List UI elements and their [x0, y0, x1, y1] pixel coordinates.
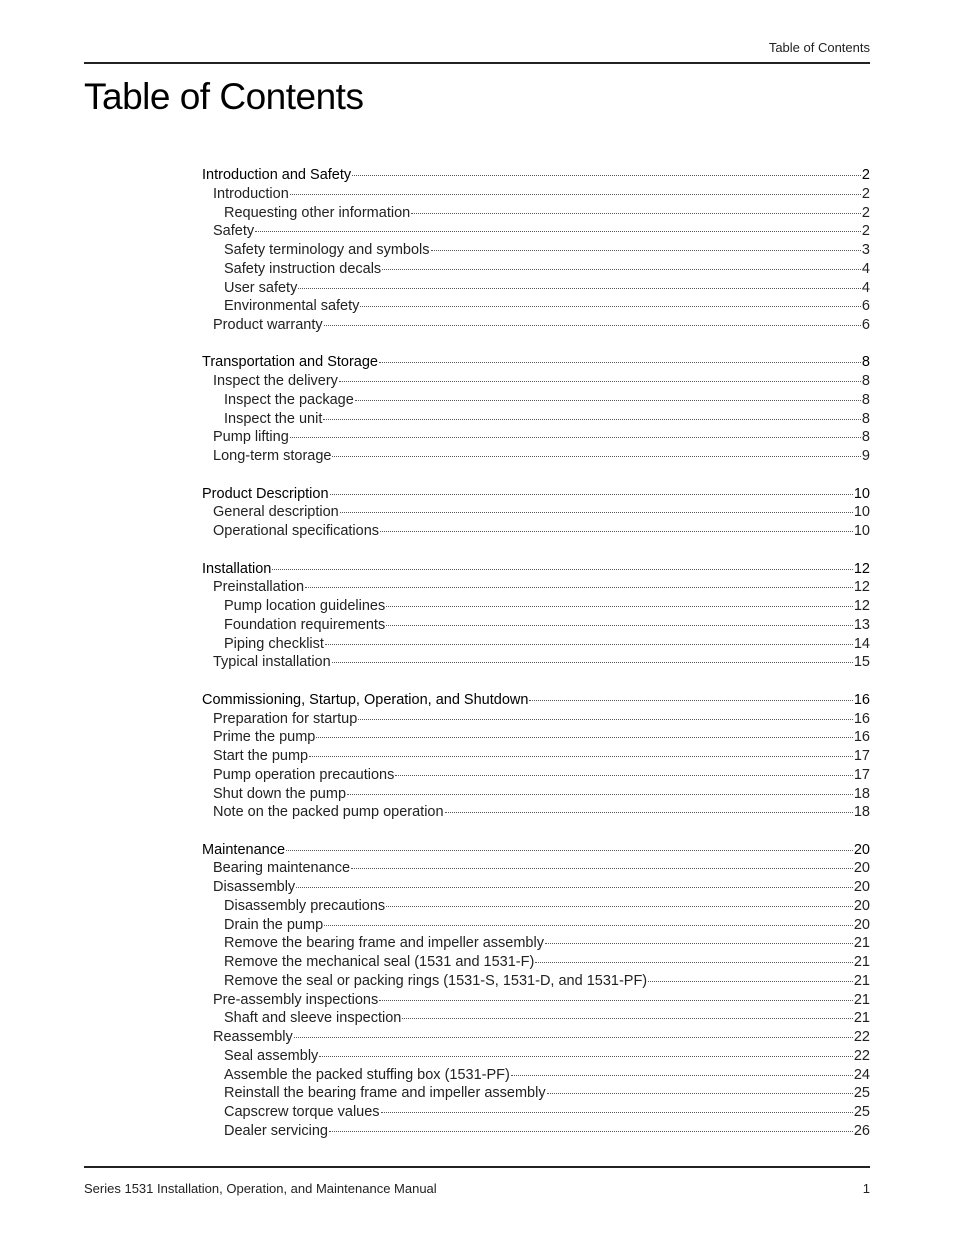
toc-entry[interactable]	[202, 410, 870, 429]
dot-leader	[325, 644, 853, 645]
dot-leader	[298, 288, 861, 289]
dot-leader	[511, 1075, 853, 1076]
toc-entry-label: Remove the bearing frame and impeller assembly	[224, 935, 544, 952]
toc-entry-label: Maintenance	[202, 841, 286, 858]
toc-entry[interactable]	[202, 1122, 870, 1141]
toc-entry-label: Disassembly precautions	[224, 897, 386, 914]
dot-leader	[351, 868, 853, 869]
toc-entry-page: 25	[853, 1104, 870, 1121]
toc-entry-label: Safety instruction decals	[224, 260, 382, 277]
toc-entry-label: Inspect the package	[224, 391, 354, 408]
dot-leader	[648, 981, 853, 982]
dot-leader	[294, 1037, 853, 1038]
dot-leader	[339, 381, 861, 382]
toc-entry-label: Product warranty	[213, 317, 323, 333]
dot-leader	[386, 606, 853, 607]
toc-entry-page: 13	[853, 616, 870, 633]
dot-leader	[529, 700, 852, 701]
toc-entry-page: 20	[853, 916, 870, 933]
toc-entry-page: 18	[853, 785, 870, 802]
toc-entry-page: 16	[853, 691, 870, 708]
toc-entry-label: Installation	[202, 560, 272, 577]
toc-entry[interactable]	[202, 578, 870, 597]
toc-entry[interactable]	[202, 728, 870, 747]
dot-leader	[330, 494, 853, 495]
toc-entry[interactable]	[202, 597, 870, 616]
toc-entry-label: Typical installation	[213, 654, 331, 671]
toc-entry[interactable]	[202, 1047, 870, 1066]
dot-leader	[290, 437, 861, 438]
toc-entry[interactable]	[202, 297, 870, 316]
toc-entry[interactable]	[202, 916, 870, 935]
toc-entry-label: Operational specifications	[213, 523, 380, 540]
toc-entry-page: 20	[853, 860, 870, 877]
dot-leader	[395, 775, 852, 776]
toc-entry[interactable]	[202, 428, 870, 447]
dot-leader	[316, 737, 853, 738]
toc-entry[interactable]	[202, 279, 870, 298]
toc-section	[202, 841, 870, 1141]
toc-entry[interactable]	[202, 991, 870, 1010]
toc-entry-page: 24	[853, 1066, 870, 1083]
toc-entry-label: Reassembly	[213, 1029, 293, 1046]
toc-entry-page: 14	[853, 635, 870, 652]
toc-entry-page: 22	[853, 1047, 870, 1064]
toc-entry-page: 4	[861, 260, 870, 277]
toc-entry[interactable]	[202, 897, 870, 916]
dot-leader	[324, 325, 861, 326]
dot-leader	[290, 194, 861, 195]
toc-section	[202, 560, 870, 673]
toc-entry-page: 6	[861, 298, 870, 315]
dot-leader	[379, 362, 861, 363]
toc-entry-label: Inspect the delivery	[213, 373, 338, 390]
toc-entry-page: 17	[853, 766, 870, 783]
toc-entry[interactable]	[202, 710, 870, 729]
toc-entry-label: Dealer servicing	[224, 1122, 328, 1139]
toc-entry-label: Remove the seal or packing rings (1531-S, 1531-D, and 1531-PF)	[224, 972, 648, 989]
dot-leader	[382, 269, 861, 270]
toc-entry[interactable]	[202, 803, 870, 822]
dot-leader	[324, 925, 853, 926]
dot-leader	[309, 756, 853, 757]
toc-entry-label: Capscrew torque values	[224, 1104, 380, 1121]
toc-entry-page: 2	[861, 223, 870, 240]
toc-entry[interactable]	[202, 766, 870, 785]
toc-entry[interactable]	[202, 503, 870, 522]
toc-entry-page: 2	[861, 204, 870, 221]
dot-leader	[386, 906, 853, 907]
table-of-contents	[202, 166, 870, 1159]
toc-entry[interactable]	[202, 391, 870, 410]
dot-leader	[355, 400, 861, 401]
toc-entry-label: Assemble the packed stuffing box (1531-PF)	[224, 1066, 510, 1083]
toc-entry[interactable]	[202, 1066, 870, 1085]
dot-leader	[323, 419, 861, 420]
toc-entry-page: 2	[861, 185, 870, 202]
toc-entry[interactable]	[202, 1009, 870, 1028]
dot-leader	[255, 231, 861, 232]
toc-entry-page: 25	[853, 1085, 870, 1102]
toc-section	[202, 691, 870, 822]
toc-entry[interactable]	[202, 185, 870, 204]
toc-entry-label: Product Description	[202, 485, 329, 502]
toc-entry[interactable]	[202, 522, 870, 541]
toc-entry-label: Bearing maintenance	[213, 860, 351, 877]
toc-entry-label: Drain the pump	[224, 916, 324, 933]
toc-entry-page: 21	[853, 1010, 870, 1027]
toc-entry-label: Shut down the pump	[213, 785, 347, 802]
toc-entry-label: General description	[213, 504, 339, 521]
dot-leader	[347, 794, 853, 795]
toc-entry[interactable]	[202, 653, 870, 672]
dot-leader	[360, 306, 861, 307]
toc-chapter-entry[interactable]	[202, 166, 870, 185]
toc-entry-page: 10	[853, 523, 870, 540]
toc-entry-label: Preparation for startup	[213, 710, 358, 727]
toc-entry-page: 9	[861, 448, 870, 465]
toc-entry[interactable]	[202, 747, 870, 766]
toc-entry-label: Safety terminology and symbols	[224, 242, 430, 258]
dot-leader	[386, 625, 853, 626]
toc-entry-page: 10	[853, 504, 870, 521]
toc-entry-page: 20	[853, 897, 870, 914]
toc-entry[interactable]	[202, 934, 870, 953]
toc-entry-page: 12	[853, 560, 870, 577]
toc-entry[interactable]	[202, 260, 870, 279]
toc-entry[interactable]	[202, 1103, 870, 1122]
toc-entry[interactable]	[202, 953, 870, 972]
toc-entry-page: 21	[853, 972, 870, 989]
toc-chapter-entry[interactable]	[202, 841, 870, 860]
toc-entry[interactable]	[202, 447, 870, 466]
toc-entry[interactable]	[202, 972, 870, 991]
dot-leader	[547, 1093, 853, 1094]
toc-entry-page: 8	[861, 354, 870, 371]
dot-leader	[380, 531, 853, 532]
dot-leader	[379, 1000, 853, 1001]
toc-entry-label: Pre-assembly inspections	[213, 991, 379, 1008]
toc-entry-page: 21	[853, 991, 870, 1008]
toc-entry-label: Pump lifting	[213, 429, 289, 446]
page-title: Table of Contents	[84, 76, 364, 117]
dot-leader	[332, 662, 853, 663]
toc-entry[interactable]	[202, 316, 870, 335]
toc-entry-page: 15	[853, 654, 870, 671]
toc-entry-label: Introduction and Safety	[202, 167, 352, 183]
dot-leader	[402, 1018, 853, 1019]
dot-leader	[352, 175, 861, 176]
toc-entry-label: Piping checklist	[224, 635, 324, 652]
toc-entry-label: Reinstall the bearing frame and impeller assembly	[224, 1085, 546, 1102]
dot-leader	[535, 962, 853, 963]
toc-entry-label: Transportation and Storage	[202, 354, 378, 371]
toc-entry[interactable]	[202, 241, 870, 260]
footer-page-number: 1	[862, 1181, 870, 1196]
toc-entry[interactable]	[202, 222, 870, 241]
toc-entry-label: Seal assembly	[224, 1047, 319, 1064]
dot-leader	[431, 250, 861, 251]
toc-entry-label: Pump location guidelines	[224, 598, 386, 615]
toc-entry-label: Disassembly	[213, 879, 296, 896]
toc-entry-label: User safety	[224, 279, 298, 296]
toc-entry-page: 4	[861, 279, 870, 296]
toc-entry-page: 26	[853, 1122, 870, 1139]
toc-section	[202, 485, 870, 541]
toc-entry-label: Pump operation precautions	[213, 766, 395, 783]
toc-entry[interactable]	[202, 204, 870, 223]
toc-chapter-entry[interactable]	[202, 353, 870, 372]
toc-entry-label: Start the pump	[213, 748, 309, 764]
toc-entry-label: Introduction	[213, 185, 289, 202]
toc-entry-label: Foundation requirements	[224, 616, 386, 633]
dot-leader	[329, 1131, 853, 1132]
dot-leader	[340, 512, 853, 513]
toc-entry-page: 8	[861, 410, 870, 427]
toc-entry-label: Preinstallation	[213, 579, 305, 596]
toc-entry-page: 18	[853, 804, 870, 821]
toc-entry-label: Remove the mechanical seal (1531 and 1531-F)	[224, 954, 535, 971]
toc-entry-label: Environmental safety	[224, 298, 360, 315]
dot-leader	[332, 456, 860, 457]
toc-entry-page: 10	[853, 485, 870, 502]
toc-entry[interactable]	[202, 785, 870, 804]
dot-leader	[305, 587, 853, 588]
toc-entry-page: 20	[853, 879, 870, 896]
toc-entry-label: Inspect the unit	[224, 410, 323, 427]
toc-entry-page: 20	[853, 841, 870, 858]
toc-entry-page: 3	[861, 242, 870, 258]
toc-entry-page: 8	[861, 391, 870, 408]
toc-entry-page: 12	[853, 579, 870, 596]
toc-entry-page: 12	[853, 598, 870, 615]
dot-leader	[411, 213, 861, 214]
toc-entry-label: Requesting other information	[224, 204, 411, 221]
toc-entry-page: 2	[861, 167, 870, 183]
dot-leader	[296, 887, 853, 888]
dot-leader	[286, 850, 853, 851]
toc-entry-page: 8	[861, 429, 870, 446]
toc-section	[202, 353, 870, 466]
toc-entry-label: Safety	[213, 223, 255, 240]
toc-entry[interactable]	[202, 1028, 870, 1047]
toc-entry[interactable]	[202, 859, 870, 878]
toc-entry-page: 22	[853, 1029, 870, 1046]
footer-rule	[84, 1166, 870, 1168]
toc-entry[interactable]	[202, 635, 870, 654]
toc-entry[interactable]	[202, 878, 870, 897]
toc-entry-page: 6	[861, 317, 870, 333]
toc-entry-label: Shaft and sleeve inspection	[224, 1010, 402, 1027]
dot-leader	[319, 1056, 853, 1057]
toc-entry-page: 16	[853, 710, 870, 727]
toc-entry[interactable]	[202, 1084, 870, 1103]
toc-entry[interactable]	[202, 372, 870, 391]
toc-entry-page: 17	[853, 748, 870, 764]
toc-entry-label: Prime the pump	[213, 729, 316, 746]
toc-entry-page: 21	[853, 954, 870, 971]
footer-document-title: Series 1531 Installation, Operation, and Maintenance Manual	[84, 1181, 437, 1196]
toc-section	[202, 166, 870, 335]
toc-entry-page: 16	[853, 729, 870, 746]
toc-entry-page: 21	[853, 935, 870, 952]
dot-leader	[381, 1112, 853, 1113]
toc-chapter-entry[interactable]	[202, 560, 870, 579]
toc-entry[interactable]	[202, 616, 870, 635]
dot-leader	[445, 812, 853, 813]
toc-entry-label: Note on the packed pump operation	[213, 804, 444, 821]
dot-leader	[358, 719, 853, 720]
dot-leader	[272, 569, 853, 570]
toc-entry-label: Commissioning, Startup, Operation, and Shutdown	[202, 691, 529, 708]
toc-entry-page: 8	[861, 373, 870, 390]
header-rule	[84, 62, 870, 64]
running-head: Table of Contents	[768, 40, 870, 55]
dot-leader	[545, 943, 853, 944]
toc-chapter-entry[interactable]	[202, 691, 870, 710]
toc-chapter-entry[interactable]	[202, 485, 870, 504]
toc-entry-label: Long-term storage	[213, 448, 332, 465]
